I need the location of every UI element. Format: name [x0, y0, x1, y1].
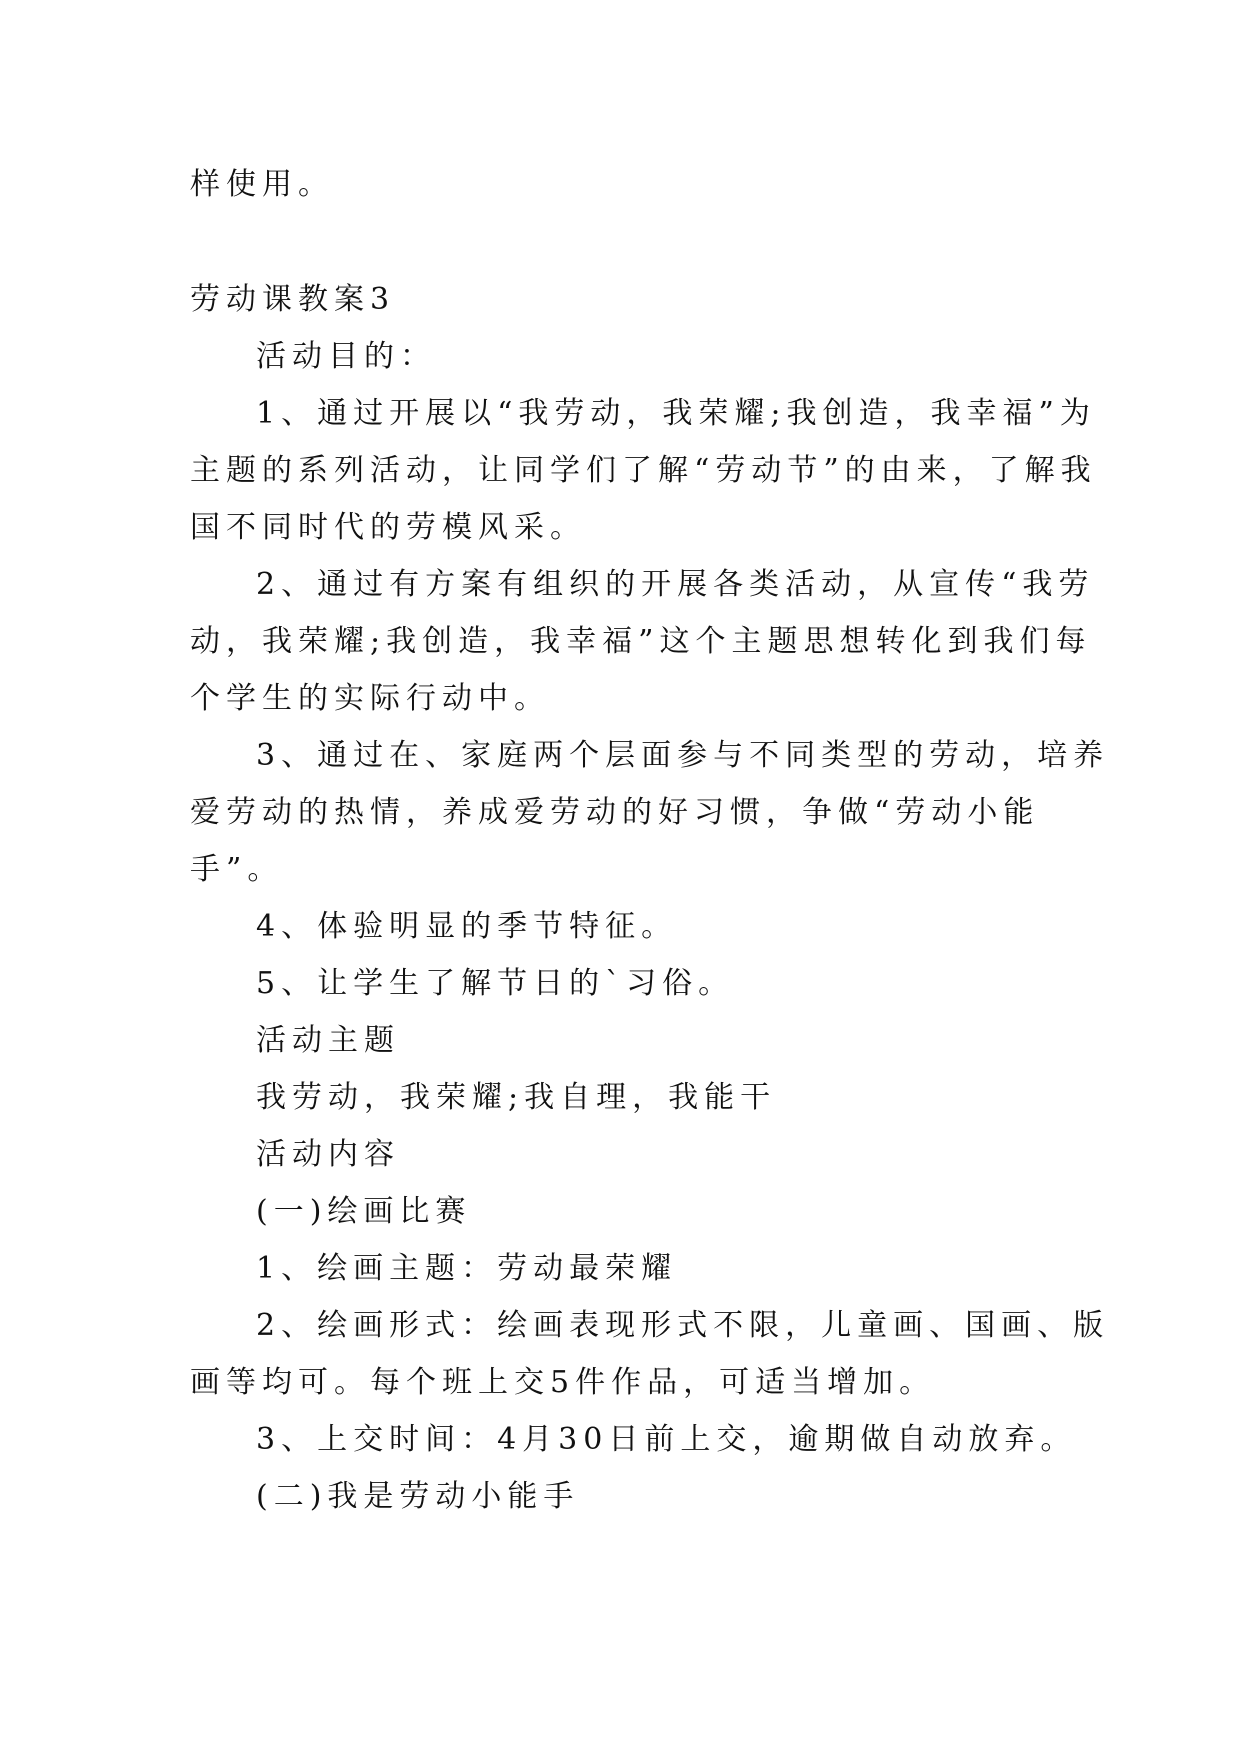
paragraph-line: 主题的系列活动，让同学们了解“劳动节”的由来，了解我: [190, 453, 1097, 488]
paragraph-line: 手”。: [190, 852, 284, 887]
paragraph-line: 爱劳动的热情，养成爱劳动的好习惯，争做“劳动小能: [190, 795, 1040, 830]
paragraph-line: 动，我荣耀;我创造，我幸福”这个主题思想转化到我们每: [190, 624, 1092, 659]
paragraph-line: 2、通过有方案有组织的开展各类活动，从宣传“我劳: [256, 567, 1095, 602]
paragraph-line: 3、通过在、家庭两个层面参与不同类型的劳动，培养: [256, 738, 1110, 773]
paragraph-line: 活动内容: [256, 1137, 400, 1172]
paragraph-line: 画等均可。每个班上交5件作品，可适当增加。: [190, 1365, 936, 1400]
paragraph-line: (一)绘画比赛: [256, 1194, 472, 1229]
paragraph-line: 1、通过开展以“我劳动，我荣耀;我创造，我幸福”为: [256, 396, 1096, 431]
paragraph-line: 活动主题: [256, 1023, 400, 1058]
paragraph-line: 2、绘画形式：绘画表现形式不限，儿童画、国画、版: [256, 1308, 1110, 1343]
paragraph-line: 4、体验明显的季节特征。: [256, 909, 678, 944]
section-heading: 劳动课教案3: [190, 282, 396, 317]
paragraph-line: 5、让学生了解节日的`习俗。: [256, 966, 735, 1001]
paragraph-line: (二)我是劳动小能手: [256, 1479, 580, 1514]
paragraph-line: 国不同时代的劳模风采。: [190, 510, 586, 545]
paragraph-line: 1、绘画主题：劳动最荣耀: [256, 1251, 678, 1286]
paragraph-line: 个学生的实际行动中。: [190, 681, 550, 716]
text-fragment: 样使用。: [190, 167, 334, 202]
paragraph-line: 活动目的：: [256, 339, 436, 374]
paragraph-line: 我劳动，我荣耀;我自理，我能干: [256, 1080, 777, 1115]
paragraph-line: 3、上交时间：4月30日前上交，逾期做自动放弃。: [256, 1422, 1077, 1457]
